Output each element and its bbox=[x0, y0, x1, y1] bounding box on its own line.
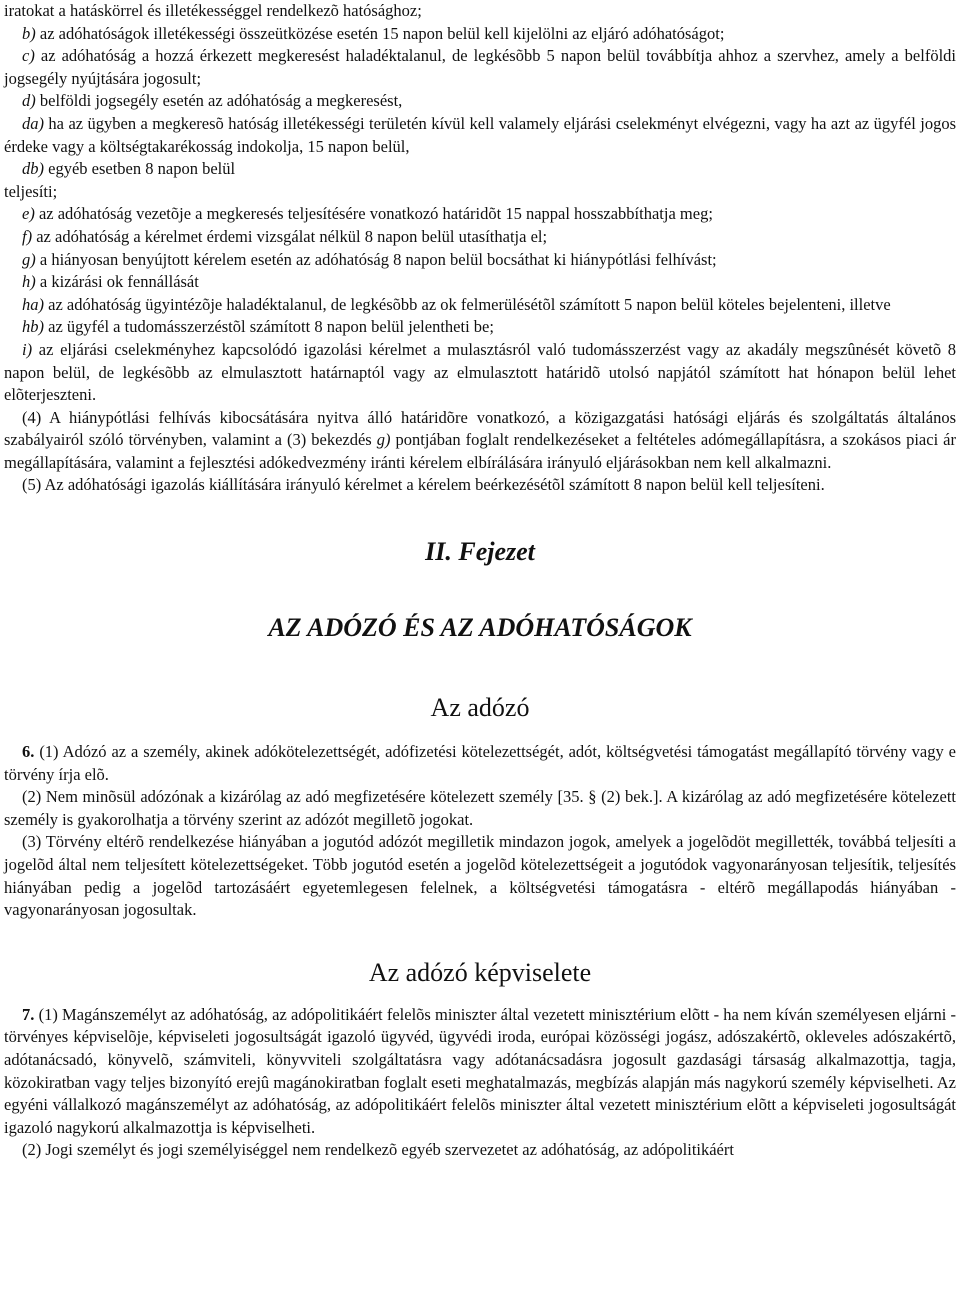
item-label: b) bbox=[22, 23, 36, 43]
item-f bbox=[4, 226, 956, 249]
paragraph-intro: iratokat a hatáskörrel és illetékességgel rendelkezõ hatósághoz; bbox=[4, 1, 422, 20]
item-text: az adóhatóság ügyintézõje haladéktalanul, de legkésõbb az ok felmerülésétõl számított 5 napon belül köteles bejelenteni, illetve bbox=[44, 294, 891, 314]
paragraph-text: (4) A hiánypótlási felhívás kibocsátására nyitva álló határidõre vonatkozó, a közigazgatási hatósági eljárás és szolgáltatás általános szabályairól szóló törvényben, valamint a (3) bekezdés bbox=[4, 407, 956, 450]
section-number: 7. bbox=[22, 1004, 35, 1024]
item-label: ha) bbox=[22, 294, 44, 314]
section-title-adozo: Az adózó bbox=[430, 693, 530, 723]
section-6-paragraph-1 bbox=[4, 741, 956, 786]
item-d bbox=[4, 90, 956, 113]
item-text: egyéb esetben 8 napon belül bbox=[44, 159, 236, 179]
item-label: db) bbox=[22, 159, 44, 179]
item-h bbox=[4, 271, 956, 294]
item-text: a kizárási ok fennállását bbox=[35, 272, 199, 292]
paragraph-text: (1) Adózó az a személy, akinek adókötelezettségét, adófizetési kötelezettségét, adót, költségvetési támogatást megállapító törvény vagy e törvény írja elõ. bbox=[4, 742, 957, 784]
item-label: da) bbox=[22, 113, 44, 133]
item-e bbox=[4, 203, 956, 226]
section-6-paragraph-3: (3) Törvény eltérõ rendelkezése hiányában a jogutód adózót megilletik mindazon jogok, amelyek a jogelõdöt megillették, továbbá teljesíti a jogelõd által nem teljesített kötelezettségeket. Több jogutód esetén a jogelõd kötelezettségeit a jogutódok vagyonarányosan teljesítik, teljesítés hiányában pedig a jogelõd tartozásáért egyetemlegesen felelnek, a költségvetési támogatásra - eltérõ megállapodás hiányában - vagyonarányosan jogosultak. bbox=[4, 832, 956, 920]
item-label: e) bbox=[22, 204, 35, 224]
item-text: belföldi jogsegély esetén az adóhatóság a megkeresést, bbox=[35, 91, 403, 111]
paragraph-text: (1) Magánszemélyt az adóhatóság, az adópolitikáért felelõs miniszter által vezetett minisztérium elõtt - ha nem kíván személyesen eljárni - törvényes képviselõje, képviseleti jogosultságát igazoló ügyvéd, ügyvédi iroda, európai közösségi jogász, adószakértõ, okleveles adószakértõ, adótanácsadó, könyvelõ, számviteli, könyvviteli szolgáltatásra vagy adótanácsadásra jogosult gazdasági társaság alkalmazottja, tagja, közokiratban vagy teljes bizonyító erejû magánokiratban foglalt eseti meghatalmazás, megbízás alapján más nagykorú személy képviselheti. Az egyéni vállalkozó magánszemélyt az adóhatóság, az adópolitikáért felelõs miniszter által vezetett minisztérium elõtt a képviseleti jogosultságát igazoló nagykorú alkalmazottja is képviselheti. bbox=[4, 1004, 957, 1137]
item-i bbox=[4, 339, 956, 407]
item-label: c) bbox=[22, 46, 35, 66]
item-label: g) bbox=[22, 249, 36, 269]
section-number: 6. bbox=[22, 742, 35, 762]
section-title-kepviselet: Az adózó képviselete bbox=[368, 957, 592, 987]
item-b bbox=[4, 23, 956, 46]
item-label: g) bbox=[376, 430, 391, 450]
section-6-paragraph-2: (2) Nem minõsül adózónak a kizárólag az adó megfizetésére kötelezett személy [35. § (2) bek.]. A kizárólag az adó megfizetésére kötelezett személy is gyakorolhatja a törvény szerint az adózót megilletõ jogokat. bbox=[4, 787, 956, 829]
item-c bbox=[4, 45, 956, 90]
section-7-paragraph-2: (2) Jogi személyt és jogi személyiséggel nem rendelkezõ egyéb szervezetet az adóhatóság, az adópolitikáért bbox=[22, 1140, 734, 1160]
chapter-title: AZ ADÓZÓ ÉS AZ ADÓHATÓSÁGOK bbox=[268, 613, 692, 643]
item-g bbox=[4, 249, 956, 272]
section-7-paragraph-1 bbox=[4, 1004, 956, 1140]
item-text: az eljárási cselekményhez kapcsolódó igazolási kérelmet a mulasztásról való tudomásszerzést vagy az akadály megszûnését követõ 8 napon belül, de legkésõbb az elmulasztott határnaptól vagy az elmulasztott határidõ utolsó napjától számított hat hónapon belül lehet elõterjeszteni. bbox=[4, 339, 956, 405]
chapter-number: II. Fejezet bbox=[425, 537, 535, 567]
item-hb bbox=[4, 316, 956, 339]
item-db-continuation: teljesíti; bbox=[4, 181, 58, 201]
item-label: i) bbox=[22, 339, 33, 359]
item-text: az ügyfél a tudomásszerzéstõl számított 8 napon belül jelentheti be; bbox=[44, 317, 494, 337]
item-label: d) bbox=[22, 91, 36, 111]
item-text: az adóhatóságok illetékességi összeütközése esetén 15 napon belül kell kijelölni az eljáró adóhatóságot; bbox=[35, 23, 725, 43]
paragraph-4 bbox=[4, 407, 956, 475]
item-ha bbox=[4, 294, 956, 317]
item-db bbox=[4, 158, 956, 181]
paragraph-text: pontjában foglalt rendelkezéseket a feltételes adómegállapításra, a szokásos piaci ár megállapítására, valamint a fejlesztési adókedvezmény iránti kérelem elbírálására irányuló eljárásokban nem kell alkalmazni. bbox=[4, 430, 956, 472]
item-da bbox=[4, 113, 956, 158]
item-text: ha az ügyben a megkeresõ hatóság illetékességi területén kívül kell valamely eljárási cselekményt elvégezni, vagy ha azt az ügyfél jogos érdeke vagy a költségtakarékosság indokolja, 15 napon belül, bbox=[4, 113, 956, 156]
item-label: f) bbox=[22, 226, 33, 246]
paragraph-5: (5) Az adóhatósági igazolás kiállítására irányuló kérelmet a kérelem beérkezésétõl számított 8 napon belül kell teljesíteni. bbox=[22, 475, 825, 495]
item-label: h) bbox=[22, 272, 36, 292]
item-text: az adóhatóság a kérelmet érdemi vizsgálat nélkül 8 napon belül utasíthatja el; bbox=[32, 226, 548, 246]
item-text: a hiányosan benyújtott kérelem esetén az adóhatóság 8 napon belül bocsáthat ki hiánypótlási felhívást; bbox=[35, 249, 717, 269]
item-label: hb) bbox=[22, 317, 44, 337]
item-text: az adóhatóság a hozzá érkezett megkeresést haladéktalanul, de legkésõbb 5 napon belül továbbítja ahhoz a szervhez, amely a belföldi jogsegély nyújtására jogosult; bbox=[4, 46, 956, 88]
item-text: az adóhatóság vezetõje a megkeresés teljesítésére vonatkozó határidõt 15 nappal hosszabbíthatja meg; bbox=[34, 204, 713, 224]
